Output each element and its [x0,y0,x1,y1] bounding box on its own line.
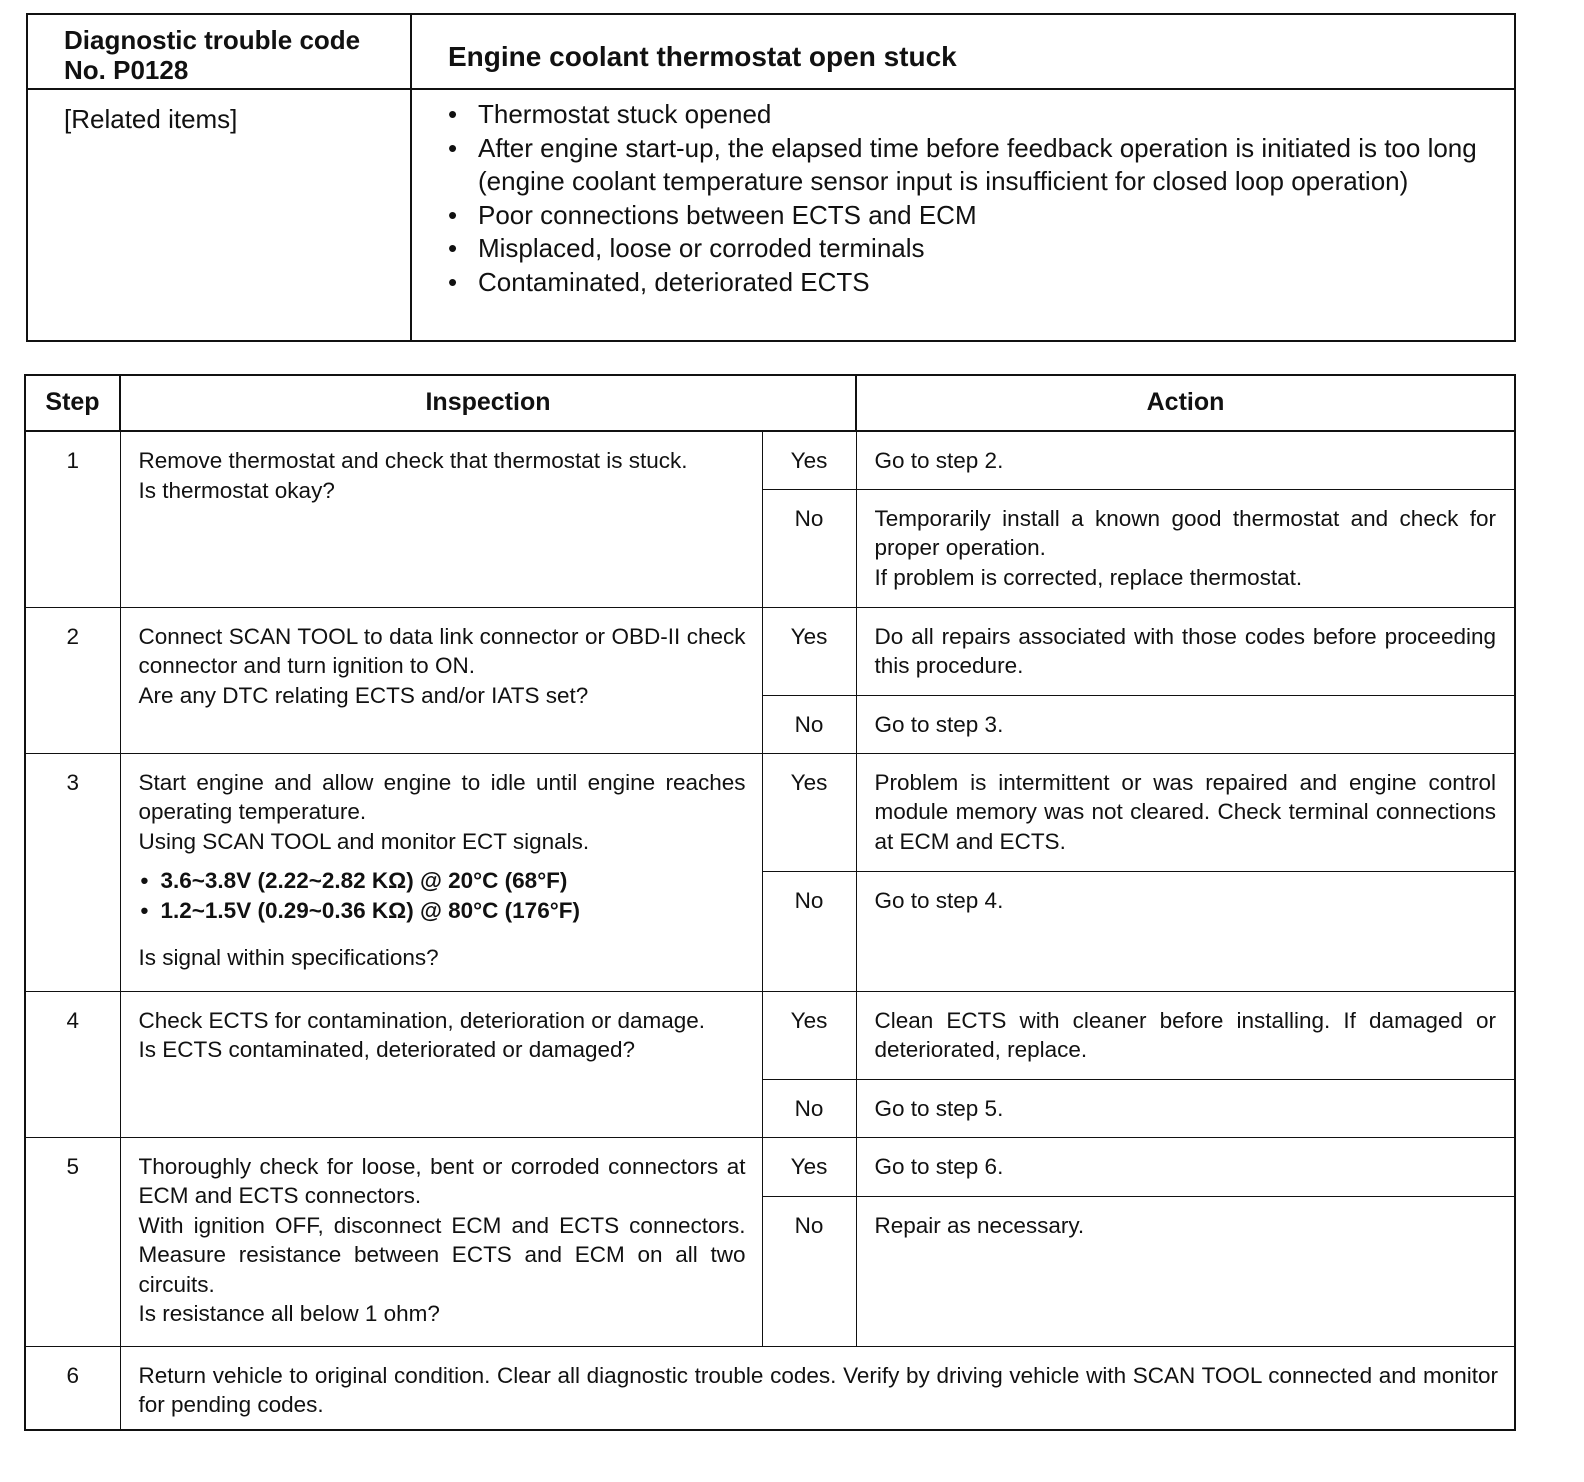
no-label: No [762,1079,856,1137]
related-item: • Contaminated, deteriorated ECTS [448,266,1484,300]
inspection-line: Using SCAN TOOL and monitor ECT signals. [138,828,590,854]
step-number: 2 [25,607,120,753]
inspection-line: Check ECTS for contamination, deterioration or damage. [138,1007,706,1033]
no-action [856,1079,1515,1137]
step-inspection [120,753,762,991]
dtc-header-table [26,13,1516,342]
table-row [25,431,1515,489]
inspection-line: Remove thermostat and check that thermostat is stuck. [138,448,688,473]
yes-action [856,753,1515,871]
action-line: Go to step 6. [874,1153,1004,1179]
yes-action [856,431,1515,489]
inspection-line: Thoroughly check for loose, bent or corroded connectors at ECM and ECTS connectors. [138,1153,746,1208]
step-inspection [120,1137,762,1346]
no-action [856,871,1515,991]
inspection-table [24,374,1516,1431]
action-line: Temporarily install a known good thermostat and check for proper operation. [874,505,1496,560]
related-items-list [448,98,1484,299]
step-number: 5 [25,1137,120,1346]
related-item: • Poor connections between ECTS and ECM [448,199,1484,233]
inspection-line: With ignition OFF, disconnect ECM and ECTS connectors. Measure resistance between ECTS and ECM on all two circuits. [138,1212,746,1297]
no-label: No [762,871,856,991]
step-inspection [120,431,762,607]
inspection-line: Connect SCAN TOOL to data link connector or OBD-II check connector and turn ignition to ON. [138,623,746,678]
related-items-label: [Related items] [27,89,411,341]
table-row [25,1346,1515,1430]
related-item: • After engine start-up, the elapsed time before feedback operation is initiated is too long (engine coolant temperature sensor input is insufficient for closed loop operation) [448,132,1484,199]
inspection-line: Is thermostat okay? [138,477,335,503]
action-line: Problem is intermittent or was repaired and engine control module memory was not cleared. Check terminal connections at ECM and ECTS. [874,769,1496,854]
action-line: Go to step 2. [874,448,1004,473]
inspection-line: Is resistance all below 1 ohm? [138,1301,440,1326]
table-header-row [25,375,1515,431]
inspection-line: Is ECTS contaminated, deteriorated or damaged? [138,1037,636,1062]
dtc-title: Engine coolant thermostat open stuck [411,14,1515,89]
step-number: 4 [25,991,120,1137]
dtc-code-label: Diagnostic trouble code [64,25,361,55]
yes-label: Yes [762,991,856,1079]
col-inspection-header: Inspection [120,375,856,431]
action-line: Go to step 4. [874,887,1004,913]
yes-label: Yes [762,607,856,695]
related-item: • Misplaced, loose or corroded terminals [448,232,1484,266]
no-label: No [762,695,856,753]
step-number: 1 [25,431,120,607]
step-final-text: Return vehicle to original condition. Clear all diagnostic trouble codes. Verify by driving vehicle with SCAN TOOL connected and monitor for pending codes. [120,1346,1515,1430]
table-row [25,607,1515,695]
dtc-code-cell [27,14,411,89]
no-label: No [762,1196,856,1346]
step-number: 3 [25,753,120,991]
table-row [25,991,1515,1079]
col-step-header: Step [25,375,120,431]
yes-action [856,1137,1515,1196]
related-item: • Thermostat stuck opened [448,98,1484,132]
yes-label: Yes [762,431,856,489]
inspection-line: Are any DTC relating ECTS and/or IATS set? [138,682,589,708]
dtc-code-number: No. P0128 [64,55,189,85]
action-line: Clean ECTS with cleaner before installing. If damaged or deteriorated, replace. [874,1007,1496,1062]
action-line: Do all repairs associated with those codes before proceeding this procedure. [874,623,1496,678]
action-line: Repair as necessary. [874,1212,1085,1238]
table-row [25,753,1515,871]
yes-label: Yes [762,753,856,871]
spec-item: • 1.2~1.5V (0.29~0.36 KΩ) @ 80°C (176°F) [139,896,746,926]
no-label: No [762,489,856,607]
inspection-line: Start engine and allow engine to idle until engine reaches operating temperature. [138,769,746,824]
related-items-cell [411,89,1515,341]
col-action-header: Action [856,375,1515,431]
step-inspection [120,991,762,1137]
no-action [856,1196,1515,1346]
inspection-question: Is signal within specifications? [138,945,439,970]
action-line: If problem is corrected, replace thermostat. [874,564,1303,590]
yes-label: Yes [762,1137,856,1196]
yes-action [856,607,1515,695]
no-action [856,695,1515,753]
spec-item: • 3.6~3.8V (2.22~2.82 KΩ) @ 20°C (68°F) [139,866,746,896]
table-row [25,1137,1515,1196]
step-number: 6 [25,1346,120,1430]
step-inspection [120,607,762,753]
action-line: Go to step 3. [874,711,1004,737]
no-action [856,489,1515,607]
yes-action [856,991,1515,1079]
action-line: Go to step 5. [874,1095,1004,1121]
